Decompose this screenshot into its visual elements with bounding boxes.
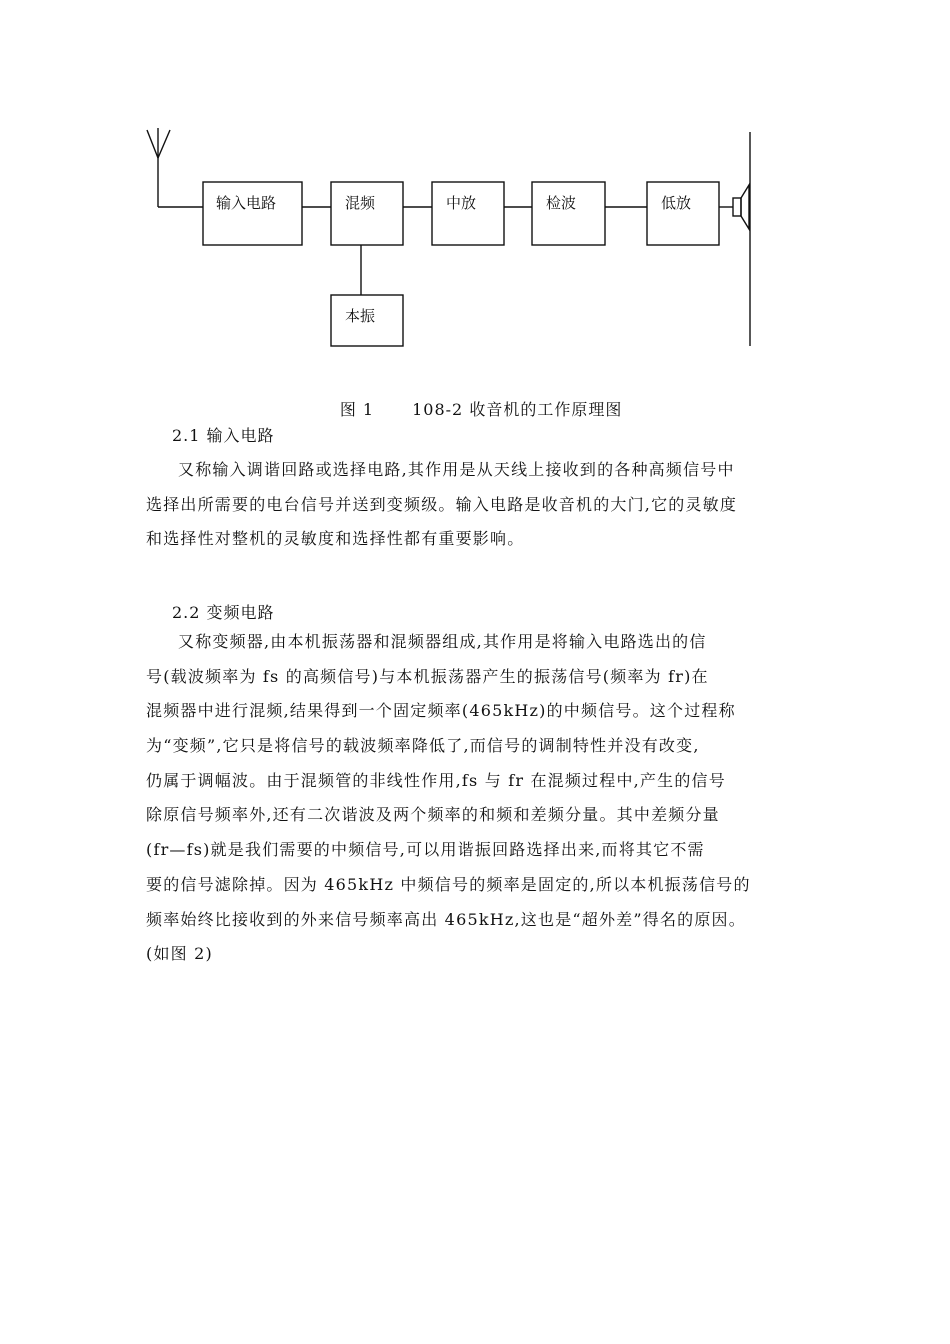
text-line: 选择出所需要的电台信号并送到变频级。输入电路是收音机的大门,它的灵敏度 bbox=[146, 494, 738, 514]
text-line: (如图 2) bbox=[146, 944, 213, 964]
block-audio-amp bbox=[647, 182, 719, 245]
block-if-amp bbox=[432, 182, 504, 245]
text-line: 混频器中进行混频,结果得到一个固定频率(465kHz)的中频信号。这个过程称 bbox=[146, 701, 736, 721]
figure-number: 图 1 bbox=[339, 400, 375, 419]
block-detector bbox=[532, 182, 605, 245]
label-detector: 检波 bbox=[546, 194, 577, 212]
paragraph-2-2 bbox=[146, 625, 751, 972]
block-mixer bbox=[331, 182, 403, 245]
text-line: 号(载波频率为 fs 的高频信号)与本机振荡器产生的振荡信号(频率为 fr)在 bbox=[146, 666, 709, 686]
figure-caption bbox=[0, 378, 950, 420]
text-line: (fr—fs)就是我们需要的中频信号,可以用谐振回路选择出来,而将其它不需 bbox=[146, 840, 705, 860]
text-line: 频率始终比接收到的外来信号频率高出 465kHz,这也是“超外差”得名的原因。 bbox=[146, 909, 746, 929]
antenna-icon bbox=[147, 128, 170, 207]
text-line: 为“变频”,它只是将信号的载波频率降低了,而信号的调制特性并没有改变, bbox=[146, 736, 700, 756]
label-local-osc: 本振 bbox=[345, 307, 376, 325]
text-line: 又称变频器,由本机振荡器和混频器组成,其作用是将输入电路选出的信 bbox=[178, 632, 707, 651]
section-heading-2-2: 2.2 变频电路 bbox=[172, 603, 275, 622]
section-heading-2-1: 2.1 输入电路 bbox=[172, 426, 275, 445]
label-audio-amp: 低放 bbox=[661, 194, 692, 212]
block-input-circuit bbox=[203, 182, 302, 245]
speaker-icon bbox=[733, 185, 749, 229]
text-line: 除原信号频率外,还有二次谐波及两个频率的和频和差频分量。其中差频分量 bbox=[146, 805, 720, 825]
label-input-circuit: 输入电路 bbox=[216, 194, 277, 212]
label-if-amp: 中放 bbox=[446, 194, 477, 212]
text-line: 又称输入调谐回路或选择电路,其作用是从天线上接收到的各种高频信号中 bbox=[178, 460, 735, 479]
text-line: 要的信号滤除掉。因为 465kHz 中频信号的频率是固定的,所以本机振荡信号的 bbox=[146, 874, 751, 894]
label-mixer: 混频 bbox=[345, 194, 376, 212]
paragraph-2-1 bbox=[146, 453, 737, 557]
text-line: 和选择性对整机的灵敏度和选择性都有重要影响。 bbox=[146, 529, 525, 549]
figure-caption-text: 108-2 收音机的工作原理图 bbox=[412, 400, 623, 419]
text-line: 仍属于调幅波。由于混频管的非线性作用,fs 与 fr 在混频过程中,产生的信号 bbox=[146, 770, 726, 790]
block-diagram bbox=[0, 0, 950, 370]
